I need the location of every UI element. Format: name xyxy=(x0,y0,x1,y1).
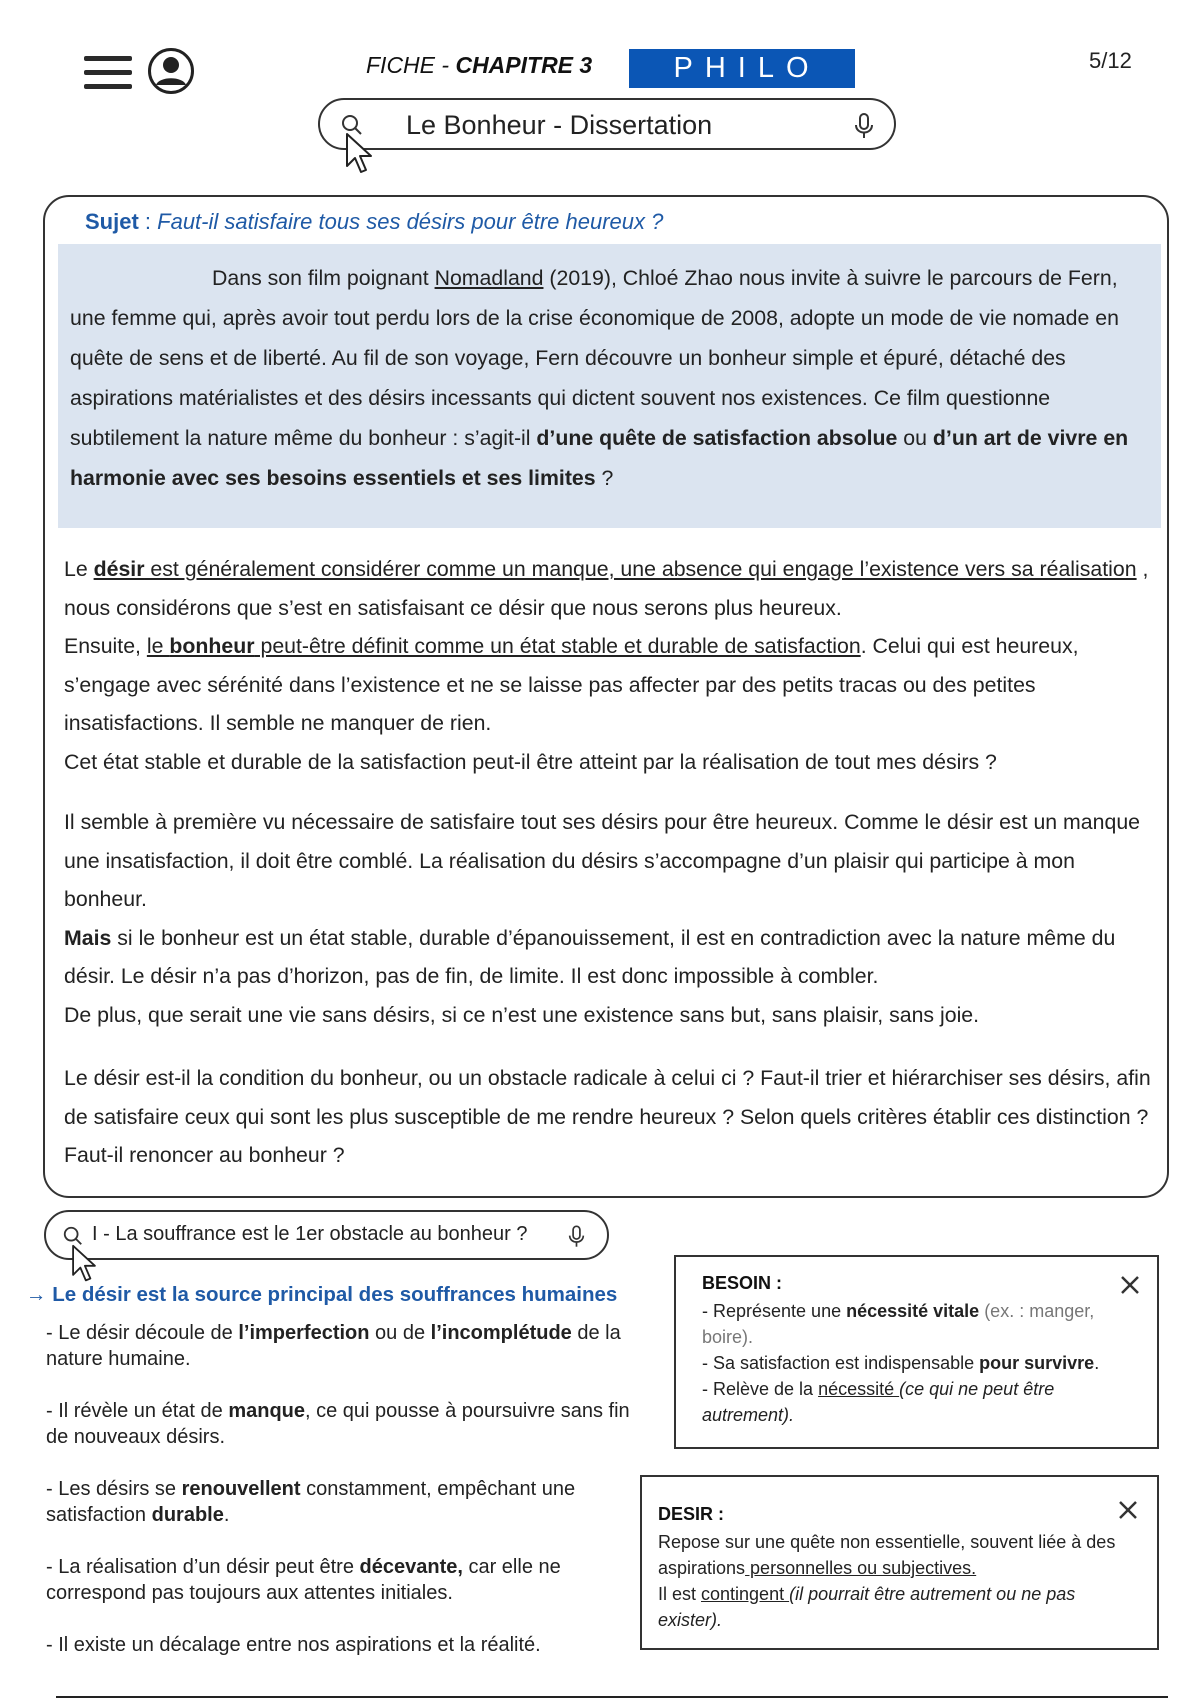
intro-text: ? xyxy=(595,466,614,490)
underlined-text: peut-être définit comme un état stable et durable de satisfaction xyxy=(254,634,861,658)
mouse-cursor-icon xyxy=(70,1244,98,1284)
microphone-icon[interactable] xyxy=(854,112,874,140)
text: De plus, que serait une vie sans désirs, si ce n’est une existence sans but, sans plaisir, sans joie. xyxy=(64,1002,980,1027)
problem-question: Cet état stable et durable de la satisfaction peut-il être atteint par la réalisation de tout mes désirs ? xyxy=(64,749,997,774)
subject-question: Faut-il satisfaire tous ses désirs pour être heureux ? xyxy=(157,209,664,234)
divider xyxy=(56,1696,1168,1698)
problematic-paragraph: Le désir est-il la condition du bonheur, ou un obstacle radicale à celui ci ? Faut-il trier et hiérarchiser ses désirs, afin de satisfaire ceux qui sont les plus susceptible de me rendre heureux ? Selon quels critères établir ces distinction ? Faut-il renoncer au bonheur ? xyxy=(64,1066,1151,1167)
definition-body: - Représente une nécessité vitale (ex. : manger, boire). - Sa satisfaction est indispensable pour survivre. - Relève de la nécessité (ce qui ne peut être autrement). xyxy=(702,1301,1100,1425)
text: Le xyxy=(64,557,94,581)
close-icon[interactable] xyxy=(1119,1274,1141,1296)
definition-box-besoin xyxy=(674,1255,1159,1449)
text: Ensuite, xyxy=(64,634,147,658)
intro-emphasis: d’un art de vivre en harmonie avec ses besoins essentiels et ses limites xyxy=(70,426,1129,490)
section-subheading: → Le désir est la source principal des souffrances humaines xyxy=(26,1283,618,1306)
intro-text: Dans son film poignant xyxy=(212,266,435,290)
menu-icon[interactable] xyxy=(84,56,132,90)
keyword-bonheur: bonheur xyxy=(169,634,255,658)
chapter-title xyxy=(366,52,592,79)
chapter-prefix: FICHE - xyxy=(366,52,456,78)
microphone-icon[interactable] xyxy=(568,1224,585,1249)
list-item: - Le désir découle de l’imperfection ou de l’incomplétude de la nature humaine. xyxy=(46,1322,621,1370)
definition-title: BESOIN : xyxy=(702,1273,783,1293)
intro-text: (2019), Chloé Zhao nous invite à suivre le parcours de Fern, une femme qui, après avoir tout perdu lors de la crise économique de 2008, adopte un mode de vie nomade en quête de sens et de liberté. Au fil de son voyage, Fern découvre un bonheur simple et épuré, détaché des aspirations matérialistes et des désirs incessants qui dictent souvent nos existences. Ce film questionne subtilement la nature même du bonheur : s’agit-il xyxy=(70,266,1119,450)
page-indicator: 5/12 xyxy=(1089,48,1132,73)
intro-emphasis: d’une quête de satisfaction absolue xyxy=(536,426,898,450)
close-icon[interactable] xyxy=(1117,1499,1139,1521)
section-search-bar[interactable] xyxy=(44,1210,609,1260)
subject-badge: PHILO xyxy=(629,49,855,88)
definition-title: DESIR : xyxy=(658,1504,725,1524)
text: Il semble à première vu nécessaire de satisfaire tout ses désirs pour être heureux. Comme le désir est un manque une insatisfaction, il doit être comblé. La réalisation du désirs s’accompagne d’un plaisir qui participe à mon bonheur. xyxy=(64,810,1141,911)
user-avatar-icon[interactable] xyxy=(147,47,195,95)
definition-box-desir xyxy=(640,1475,1159,1650)
list-item: - Il révèle un état de manque, ce qui pousse à poursuivre sans fin de nouveaux désirs. xyxy=(46,1400,630,1448)
argument-paragraph xyxy=(64,803,1154,1034)
list-item: - Les désirs se renouvellent constamment, empêchant une satisfaction durable. xyxy=(46,1478,576,1526)
keyword-desir: désir xyxy=(93,557,145,581)
film-title: Nomadland xyxy=(434,266,544,290)
intro-paragraph xyxy=(70,258,1150,498)
intro-text: ou xyxy=(897,426,933,450)
bullet-list xyxy=(46,1320,646,1684)
text: , nous considérons que s’est en satisfaisant ce désir que nous serons plus heureux. xyxy=(64,557,1149,620)
text: . Celui qui est heureux, s’engage avec sérénité dans l’existence et ne se laisse pas affecter par des petits tracas ou des petites insatisfactions. Il semble ne manquer de rien. xyxy=(64,634,1079,735)
underlined-text: le xyxy=(146,634,170,658)
subject-label: Sujet xyxy=(85,209,139,234)
section-title[interactable]: I - La souffrance est le 1er obstacle au bonheur ? xyxy=(92,1223,528,1245)
list-item: - La réalisation d’un désir peut être décevante, car elle ne correspond pas toujours aux attentes initiales. xyxy=(46,1556,561,1604)
chapter-label: CHAPITRE 3 xyxy=(455,52,593,78)
search-bar[interactable] xyxy=(318,98,896,150)
mouse-cursor-icon xyxy=(344,132,374,176)
list-item: - Il existe un décalage entre nos aspirations et la réalité. xyxy=(46,1634,541,1656)
search-text[interactable]: Le Bonheur - Dissertation xyxy=(406,110,713,140)
subject-separator: : xyxy=(138,209,158,234)
definitions-paragraph xyxy=(64,550,1154,781)
definition-body: Repose sur une quête non essentielle, souvent liée à des aspirations personnelles ou subjectives. Il est contingent (il pourrait être autrement ou ne pas exister). xyxy=(658,1532,1116,1630)
underlined-text: est généralement considérer comme un manque, une absence qui engage l’existence vers sa réalisation xyxy=(144,557,1137,581)
text: si le bonheur est un état stable, durable d’épanouissement, il est en contradiction avec la nature même du désir. Le désir n’a pas d’horizon, pas de fin, de limite. Il est donc impossible à combler. xyxy=(64,925,1116,988)
keyword-mais: Mais xyxy=(64,925,112,950)
subject-line xyxy=(85,209,663,235)
